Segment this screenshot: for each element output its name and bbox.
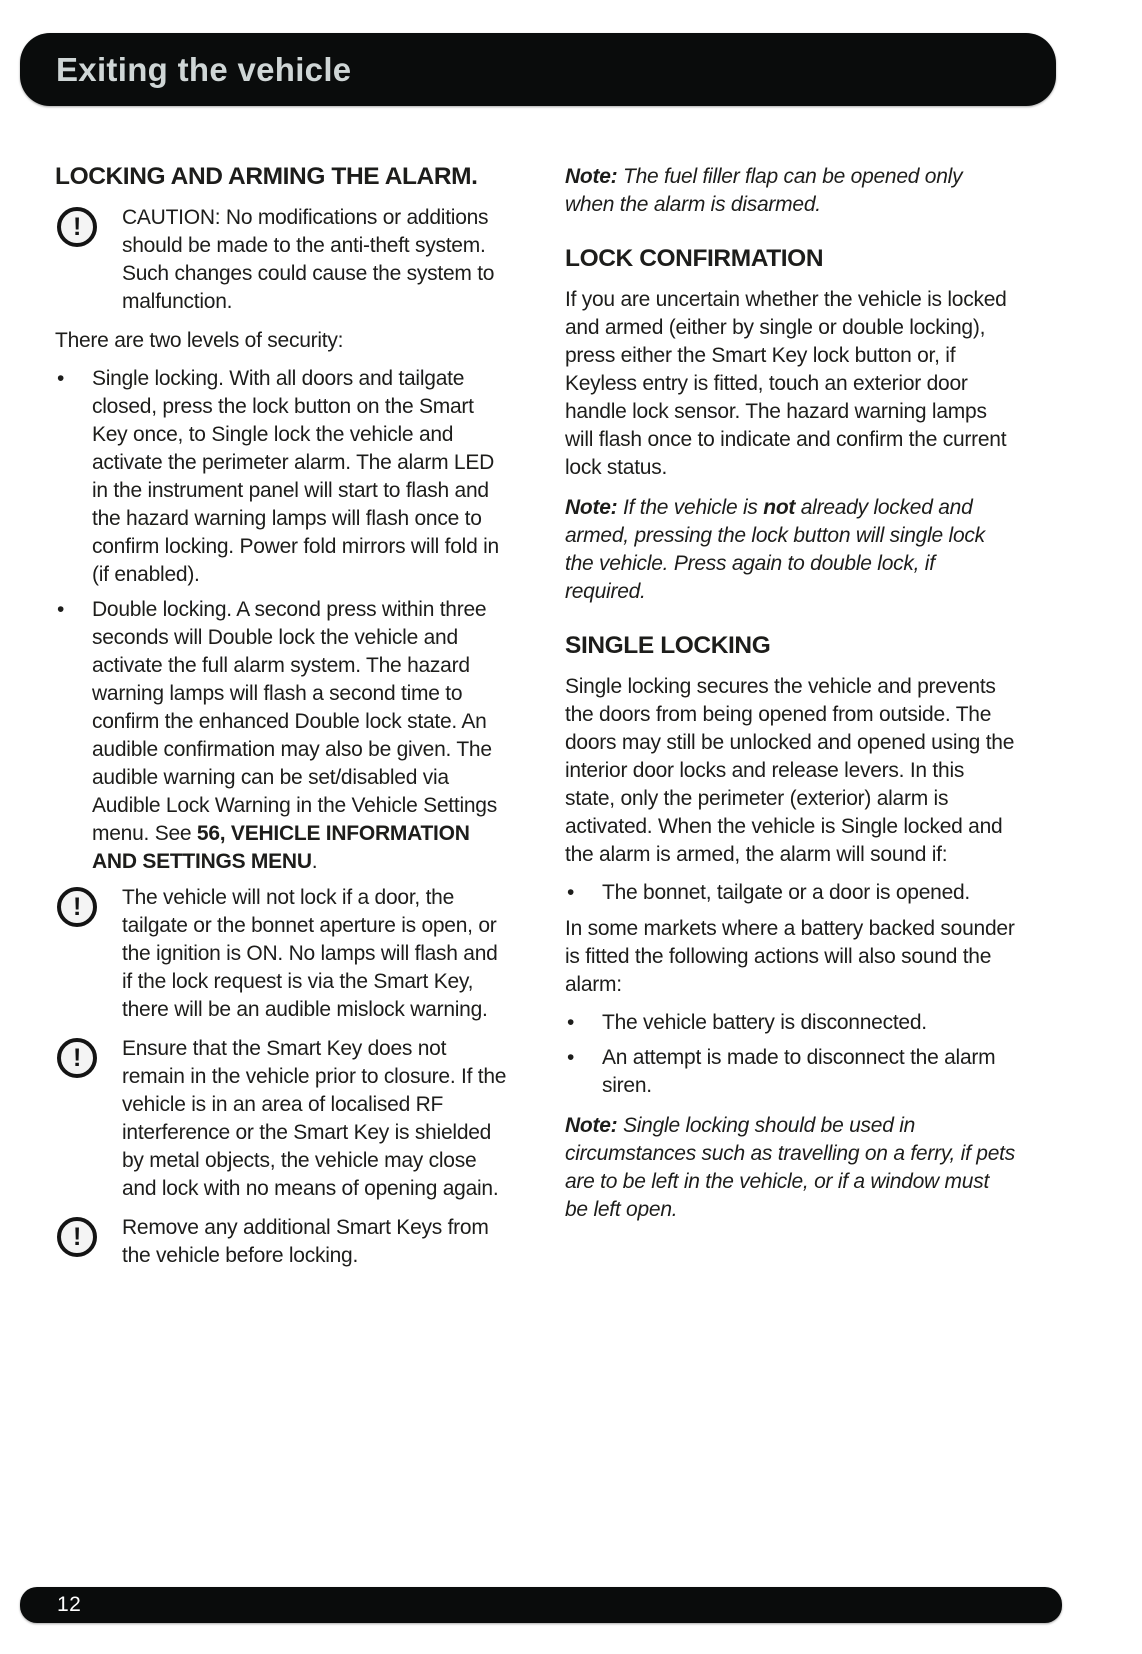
bullet-list (55, 365, 507, 876)
text-segment: Remove any additional Smart Keys from the vehicle before locking. (122, 1216, 489, 1267)
caution-block (55, 1214, 507, 1270)
caution-text (122, 884, 507, 1024)
section-heading: LOCKING AND ARMING THE ALARM. (55, 163, 478, 190)
bullet-item (565, 1044, 1017, 1100)
bullet-item (565, 879, 1017, 907)
text-segment: CAUTION: No modifications or additions should be made to the anti-theft system. Such changes could cause the system to malfunction. (122, 206, 495, 313)
bullet-item (55, 596, 507, 876)
text-segment: If you are uncertain whether the vehicle is locked and armed (either by single or double locking), press either the Smart Key lock button or, if Keyless entry is fitted, touch an exterior door handle lock sensor. The hazard warning lamps will flash once to indicate and confirm the current lock status. (565, 288, 1007, 479)
text-segment: . (311, 850, 318, 873)
section-heading: LOCK CONFIRMATION (565, 245, 824, 272)
caution-block (55, 204, 507, 316)
text-segment: An attempt is made to disconnect the alarm siren. (602, 1046, 996, 1097)
text-segment: Note: (565, 496, 618, 519)
text-segment: 56, VEHICLE INFORMATION AND SETTINGS MENU (92, 822, 470, 873)
paragraph (55, 327, 507, 355)
text-segment: already locked and armed, pressing the lock button will single lock the vehicle. Press again to double lock, if required. (565, 496, 985, 603)
paragraph (565, 915, 1017, 999)
text-segment: The vehicle will not lock if a door, the tailgate or the bonnet aperture is open, or the ignition is ON. No lamps will flash and if the lock request is via the Smart Key, there will be an audible mislock warning. (122, 886, 498, 1021)
caution-block (55, 884, 507, 1024)
caution-text (122, 1035, 507, 1203)
bullet-item (565, 1009, 1017, 1037)
page-number: 12 (57, 1593, 82, 1616)
note-paragraph (565, 494, 1017, 606)
paragraph (565, 673, 1017, 869)
right-column (565, 163, 1017, 1281)
text-segment: The bonnet, tailgate or a door is opened. (602, 881, 971, 904)
bullet-marker-icon: • (567, 1046, 575, 1069)
text-segment: There are two levels of security: (55, 329, 344, 352)
bullet-text (92, 365, 507, 589)
bullet-marker-icon: • (57, 367, 65, 390)
bullet-marker-icon: • (57, 598, 65, 621)
page-title: Exiting the vehicle (56, 50, 352, 88)
caution-icon: ! (57, 207, 97, 247)
text-segment: The vehicle battery is disconnected. (602, 1011, 927, 1034)
bullet-list (565, 879, 1017, 907)
caution-icon: ! (57, 1217, 97, 1257)
text-segment: Ensure that the Smart Key does not remain in the vehicle prior to closure. If the vehicle is in an area of localised RF interference or the Smart Key is shielded by metal objects, the vehicle may close and lock with no means of opening again. (122, 1037, 507, 1200)
bullet-text (92, 596, 507, 876)
note-paragraph (565, 1112, 1017, 1224)
text-segment: Note: (565, 165, 618, 188)
caution-icon: ! (57, 887, 97, 927)
caution-block (55, 1035, 507, 1203)
text-segment: The fuel filler flap can be opened only when the alarm is disarmed. (565, 165, 963, 216)
section-heading: SINGLE LOCKING (565, 632, 771, 659)
text-segment: Single locking. With all doors and tailgate closed, press the lock button on the Smart Key once, to Single lock the vehicle and activate the perimeter alarm. The alarm LED in the instrument panel will start to flash and the hazard warning lamps will flash once to confirm locking. Power fold mirrors will fold in (if enabled). (92, 367, 499, 586)
bullet-item (55, 365, 507, 589)
content-area (55, 163, 1017, 1281)
bullet-marker-icon: • (567, 881, 575, 904)
bullet-list (565, 1009, 1017, 1100)
left-column (55, 163, 507, 1281)
bullet-text (602, 1044, 1017, 1100)
caution-text (122, 1214, 507, 1270)
bullet-text (602, 879, 1017, 907)
caution-icon: ! (57, 1038, 97, 1078)
text-segment: If the vehicle is (617, 496, 764, 519)
bullet-marker-icon: • (567, 1011, 575, 1034)
bullet-text (602, 1009, 1017, 1037)
page-header-bar (20, 33, 1056, 106)
paragraph (565, 286, 1017, 482)
text-segment: not (763, 496, 796, 519)
note-paragraph (565, 163, 1017, 219)
caution-text (122, 204, 507, 316)
page-footer-bar (20, 1587, 1062, 1623)
text-segment: Single locking should be used in circumstances such as travelling on a ferry, if pets are to be left in the vehicle, or if a window must be left open. (565, 1114, 1015, 1221)
text-segment: Note: (565, 1114, 618, 1137)
text-segment: Single locking secures the vehicle and prevents the doors from being opened from outside. The doors may still be unlocked and opened using the interior door locks and release levers. In this state, only the perimeter (exterior) alarm is activated. When the vehicle is Single locked and the alarm is armed, the alarm will sound if: (565, 675, 1015, 866)
text-segment: In some markets where a battery backed sounder is fitted the following actions will also sound the alarm: (565, 917, 1015, 996)
text-segment: Double locking. A second press within three seconds will Double lock the vehicle and activate the full alarm system. The hazard warning lamps will flash a second time to confirm the enhanced Double lock state. An audible confirmation may also be given. The audible warning can be set/disabled via Audible Lock Warning in the Vehicle Settings menu. See (92, 598, 497, 845)
